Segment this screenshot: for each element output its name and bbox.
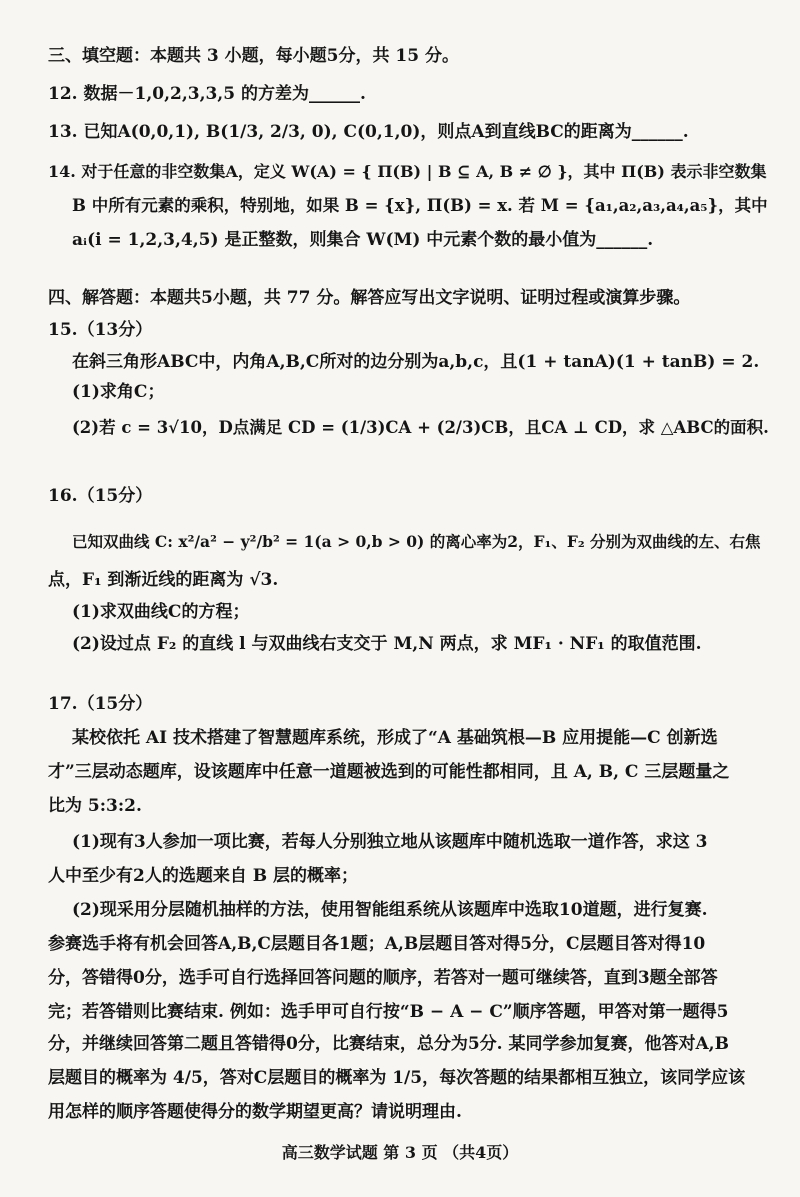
question-12: 12. 数据－1,0,2,3,3,5 的方差为______. — [48, 84, 366, 104]
question-17-part-1-line-1: (1)现有3人参加一项比赛，若每人分别独立地从该题库中随机选取一道作答，求这 3 — [72, 832, 708, 852]
question-14-line-2: B 中所有元素的乘积，特别地，如果 B = {x}, Π(B) = x. 若 M = {a₁,a₂,a₃,a₄,a₅}，其中 — [72, 196, 768, 215]
question-16-stem-line-1: 已知双曲线 C: x²/a² − y²/b² = 1(a > 0,b > 0) 的离心率为2，F₁、F₂ 分别为双曲线的左、右焦 — [72, 532, 761, 551]
question-17-part-2-line-2: 参赛选手将有机会回答A,B,C层题目各1题；A,B层题目答对得5分，C层题目答对得10 — [48, 934, 706, 954]
question-16-stem-line-2: 点，F₁ 到渐近线的距离为 √3. — [48, 570, 279, 590]
question-17-part-1-line-2: 人中至少有2人的选题来自 B 层的概率； — [48, 866, 359, 886]
question-17-part-2-line-5: 分，并继续回答第二题且答错得0分，比赛结束，总分为5分. 某同学参加复赛，他答对A,B — [48, 1034, 729, 1054]
question-17-stem-line-1: 某校依托 AI 技术搭建了智慧题库系统，形成了“A 基础筑根—B 应用提能—C 创新选 — [72, 728, 718, 748]
question-15-part-1: (1)求角C； — [72, 382, 165, 402]
question-17-part-2-line-1: (2)现采用分层随机抽样的方法，使用智能组系统从该题库中选取10道题，进行复赛. — [72, 900, 708, 920]
question-14-line-1: 14. 对于任意的非空数集A，定义 W(A) = { Π(B) | B ⊆ A, B ≠ ∅ }，其中 Π(B) 表示非空数集 — [48, 162, 767, 181]
question-13: 13. 已知A(0,0,1), B(1/3, 2/3, 0), C(0,1,0)，则点A到直线BC的距离为______. — [48, 122, 689, 142]
question-17-title: 17.（15分） — [48, 694, 153, 714]
question-17-part-2-line-6: 层题目的概率为 4/5，答对C层题目的概率为 1/5，每次答题的结果都相互独立，该同学应该 — [48, 1068, 746, 1088]
section-4-header: 四、解答题：本题共5小题，共 77 分。解答应写出文字说明、证明过程或演算步骤。 — [48, 288, 691, 308]
question-15-part-2: (2)若 c = 3√10，D点满足 CD = (1/3)CA + (2/3)CB，且CA ⊥ CD，求 △ABC的面积. — [72, 418, 769, 437]
question-17-stem-line-3: 比为 5:3:2. — [48, 796, 142, 816]
question-17-part-2-line-7: 用怎样的顺序答题使得分的数学期望更高？请说明理由. — [48, 1102, 462, 1122]
question-16-part-2: (2)设过点 F₂ 的直线 l 与双曲线右支交于 M,N 两点，求 MF₁ · NF₁ 的取值范围. — [72, 634, 702, 654]
question-17-part-2-line-3: 分，答错得0分，选手可自行选择回答问题的顺序，若答对一题可继续答，直到3题全部答 — [48, 968, 718, 988]
page-footer: 高三数学试题 第 3 页 （共4页） — [281, 1143, 519, 1162]
section-3-header: 三、填空题：本题共 3 小题，每小题5分，共 15 分。 — [48, 46, 459, 66]
question-16-part-1: (1)求双曲线C的方程； — [72, 602, 250, 622]
question-15-stem: 在斜三角形ABC中，内角A,B,C所对的边分别为a,b,c，且(1 + tanA)(1 + tanB) = 2. — [72, 352, 760, 372]
question-16-title: 16.（15分） — [48, 486, 153, 506]
question-17-part-2-line-4: 完；若答错则比赛结束. 例如：选手甲可自行按“B − A − C”顺序答题，甲答对第一题得5 — [48, 1002, 729, 1022]
question-14-line-3: aᵢ(i = 1,2,3,4,5) 是正整数，则集合 W(M) 中元素个数的最小值为______. — [72, 230, 654, 250]
question-17-stem-line-2: 才”三层动态题库，设该题库中任意一道题被选到的可能性都相同，且 A, B, C 三层题量之 — [48, 762, 730, 782]
question-15-title: 15.（13分） — [48, 320, 153, 340]
